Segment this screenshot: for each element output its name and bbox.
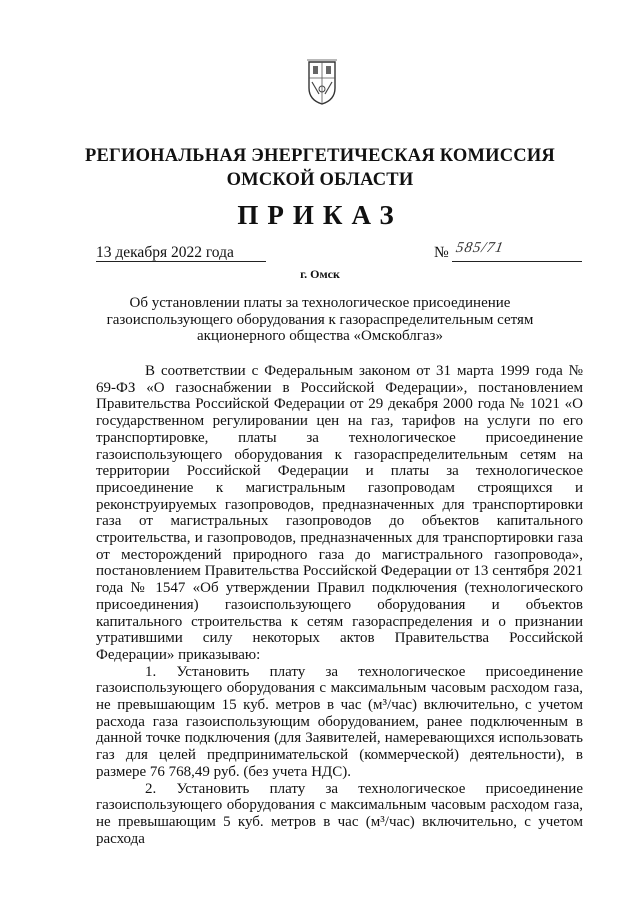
document-body xyxy=(96,363,583,847)
document-type-title: ПРИКАЗ xyxy=(237,200,403,230)
document-subject: Об установлении платы за технологическое присоединение газоиспользующего оборудования к газораспределительным сетям акционерного общества «Омскоблгаз» xyxy=(106,295,534,344)
document-date: 13 декабря 2022 года xyxy=(96,245,266,262)
preamble-paragraph: В соответствии с Федеральным законом от 31 марта 1999 года № 69-ФЗ «О газоснабжении в Российской Федерации», постановлением Правительства Российской Федерации от 29 декабря 2000 года № 1021 «О государственном регулировании цен на газ, тарифов на услуги по его транспортировке, платы за технологическое присоединение газоиспользующего оборудования к газораспределительным сетям на территории Российской Федерации и платы за технологическое присоединение к магистральным газопроводам строящихся и реконструируемых газопроводов, предназначенных для транспортировки газа от магистральных газопроводов до объектов капитального строительства, и газопроводов, предназначенных для транспортировки газа от месторождений природного газа до магистрального газопровода», постановлением Правительства Российской Федерации от 13 сентября 2021 года № 1547 «Об утверждении Правил подключения (технологического присоединения) газоиспользующего оборудования и объектов капитального строительства к сетям газораспределения и о признании утратившими силу некоторых актов Правительства Российской Федерации» приказываю: xyxy=(96,363,583,663)
clause-1-paragraph: 1. Установить плату за технологическое присоединение газоиспользующего оборудования с максимальным часовым расходом газа, не превышающим 15 куб. метров в час (м³/час) включительно, с учетом расхода газа газоиспользующим оборудованием, ранее подключенным в данной точке подключения (для Заявителей, намеревающихся использовать газ для целей предпринимательской (коммерческой) деятельности), в размере 76 768,49 руб. (без учета НДС). xyxy=(96,663,583,780)
organization-name-line2: ОМСКОЙ ОБЛАСТИ xyxy=(226,170,414,190)
document-number-label: № xyxy=(434,244,449,261)
organization-name-line1: РЕГИОНАЛЬНАЯ ЭНЕРГЕТИЧЕСКАЯ КОМИССИЯ xyxy=(84,146,555,166)
coat-of-arms-emblem xyxy=(307,58,337,106)
document-number-handwritten: 585/71 xyxy=(454,240,506,256)
document-city: г. Омск xyxy=(300,267,340,281)
clause-2-paragraph: 2. Установить плату за технологическое присоединение газоиспользующего оборудования с максимальным часовым расходом газа, не превышающим 5 куб. метров в час (м³/час) включительно, с учетом расхода xyxy=(96,780,583,847)
